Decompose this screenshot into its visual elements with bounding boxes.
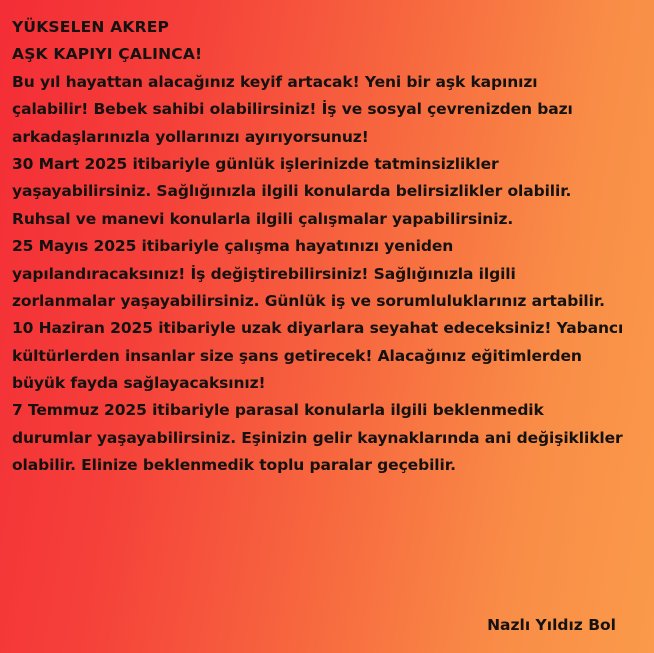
text-line-4: 30 Mart 2025 itibariyle günlük işlerinizde tatminsizlikler <box>12 154 499 173</box>
text-line-14: durumlar yaşayabilirsiniz. Eşinizin gelir kaynaklarında ani değişiklikler <box>12 428 623 447</box>
text-line-7: 25 Mayıs 2025 itibariyle çalışma hayatınızı yeniden <box>12 237 454 256</box>
text-line-2: çalabilir! Bebek sahibi olabilirsiniz! İş ve sosyal çevrenizden bazı <box>12 100 573 119</box>
text-line-12: büyük fayda sağlayacaksınız! <box>12 374 266 393</box>
text-line-3: arkadaşlarınızla yollarınızı ayırıyorsunuz! <box>12 127 369 146</box>
horoscope-text <box>12 14 644 480</box>
text-line-11: kültürlerden insanlar size şans getirecek! Alacağınız eğitimlerden <box>12 346 582 365</box>
text-line-6: Ruhsal ve manevi konularla ilgili çalışmalar yapabilirsiniz. <box>12 209 514 228</box>
text-line-8: yapılandıracaksınız! İş değiştirebilirsiniz! Sağlığınızla ilgili <box>12 264 516 283</box>
text-line-13: 7 Temmuz 2025 itibariyle parasal konularla ilgili beklenmedik <box>12 401 544 420</box>
text-line-9: zorlanmalar yaşayabilirsiniz. Günlük iş ve sorumluluklarınız artabilir. <box>12 291 605 310</box>
text-line-10: 10 Haziran 2025 itibariyle uzak diyarlara seyahat edeceksiniz! Yabancı <box>12 319 624 338</box>
text-line-1: Bu yıl hayattan alacağınız keyif artacak! Yeni bir aşk kapınızı <box>12 72 538 91</box>
poster-subtitle: AŞK KAPIYI ÇALINCA! <box>12 45 203 64</box>
text-line-15: olabilir. Elinize beklenmedik toplu paralar geçebilir. <box>12 456 456 475</box>
author-signature: Nazlı Yıldız Bol <box>487 616 616 634</box>
poster-title: YÜKSELEN AKREP <box>12 18 170 36</box>
text-line-5: yaşayabilirsiniz. Sağlığınızla ilgili konularda belirsizlikler olabilir. <box>12 182 572 201</box>
